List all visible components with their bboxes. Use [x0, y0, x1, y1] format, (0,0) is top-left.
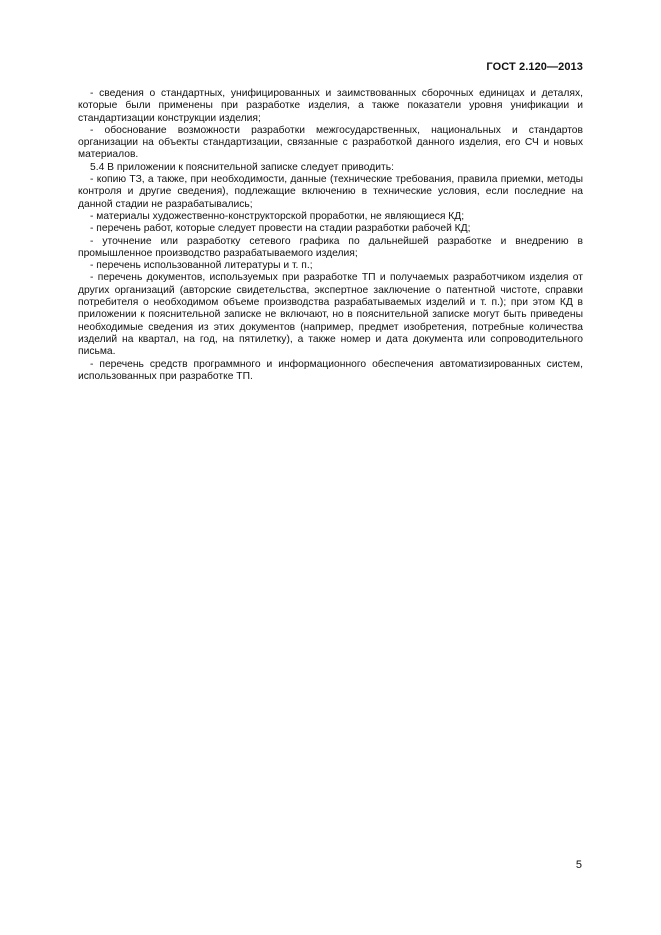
document-code-header: ГОСТ 2.120—2013 — [486, 61, 583, 73]
paragraph-section-5-4: 5.4 В приложении к пояснительной записке следует приводить: — [90, 161, 394, 173]
page-number: 5 — [575, 859, 582, 871]
paragraph-tz-copy: - копию ТЗ, а также, при необходимости, данные (технические требования, правила приемки, методы контроля и другие сведения), подлежащие включению в технические условия, если последние на данной стадии не разрабатывались; — [78, 174, 583, 210]
paragraph-standard-units-info: - сведения о стандартных, унифицированных и заимствованных сборочных единицах и деталях, которые были применены при разработке изделия, а также показатели уровня унификации и стандартизации конструкции изделия; — [78, 88, 583, 124]
document-body — [78, 88, 583, 383]
paragraph-art-design-materials: - материалы художественно-конструкторской проработки, не являющиеся КД; — [90, 210, 465, 222]
paragraph-standards-justification: - обоснование возможности разработки межгосударственных, национальных и стандартов организации на объекты стандартизации, связанные с разработкой данного изделия, его СЧ и новых материалов. — [78, 124, 583, 161]
paragraph-literature-list: - перечень использованной литературы и т. п.; — [90, 260, 313, 272]
paragraph-work-list: - перечень работ, которые следует провести на стадии разработки рабочей КД; — [90, 223, 471, 235]
paragraph-network-schedule: - уточнение или разработку сетевого графика по дальнейшей разработке и внедрению в промышленное производство разрабатываемого изделия; — [78, 235, 583, 259]
paragraph-software-list: - перечень средств программного и информационного обеспечения автоматизированных систем, использованных при разработке ТП. — [78, 358, 583, 382]
paragraph-documents-list: - перечень документов, используемых при разработке ТП и получаемых разработчиком изделия от других организаций (авторские свидетельства, экспертное заключение о патентной чистоте, справки потребителя о необходимом объеме производства разрабатываемых изделий и т. п.); при этом КД в приложении к пояснительной записке не включают, но в пояснительной записке могут быть приведены необходимые сведения из этих документов (например, предмет изобретения, потребные количества изделий на квартал, на год, на пятилетку), а также номер и дата документа или сопроводительного письма. — [78, 272, 583, 358]
